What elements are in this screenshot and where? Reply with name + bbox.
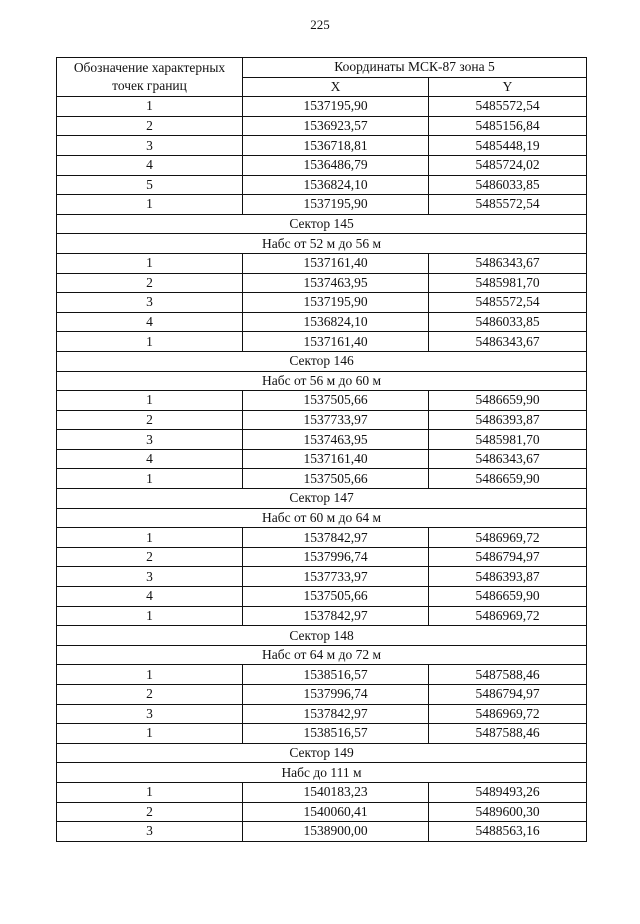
section-row	[57, 626, 587, 646]
y-coordinate-cell: 5485981,70	[429, 430, 587, 450]
point-number-cell: 1	[57, 332, 243, 352]
x-coordinate-cell: 1536718,81	[243, 136, 429, 156]
point-number-cell: 1	[57, 528, 243, 548]
y-coordinate-cell: 5485981,70	[429, 273, 587, 293]
table-row	[57, 273, 587, 293]
y-coordinate-cell: 5489600,30	[429, 802, 587, 822]
section-row	[57, 234, 587, 254]
y-coordinate-cell: 5485448,19	[429, 136, 587, 156]
table-row	[57, 116, 587, 136]
point-number-cell: 2	[57, 116, 243, 136]
table-row	[57, 528, 587, 548]
section-label: Сектор 146	[57, 351, 587, 371]
y-coordinate-cell: 5485572,54	[429, 195, 587, 215]
table-row	[57, 724, 587, 744]
y-coordinate-cell: 5486393,87	[429, 410, 587, 430]
y-coordinate-cell: 5486659,90	[429, 587, 587, 607]
table-row	[57, 293, 587, 313]
y-coordinate-cell: 5486343,67	[429, 332, 587, 352]
y-coordinate-cell: 5485156,84	[429, 116, 587, 136]
point-number-cell: 1	[57, 469, 243, 489]
section-row	[57, 214, 587, 234]
table-row	[57, 567, 587, 587]
point-number-cell: 3	[57, 430, 243, 450]
table-row	[57, 782, 587, 802]
x-coordinate-cell: 1536486,79	[243, 155, 429, 175]
table-row	[57, 822, 587, 842]
y-coordinate-cell: 5486033,85	[429, 175, 587, 195]
point-number-cell: 1	[57, 97, 243, 117]
table-row	[57, 665, 587, 685]
x-coordinate-cell: 1537161,40	[243, 253, 429, 273]
section-row	[57, 743, 587, 763]
y-coordinate-cell: 5486794,97	[429, 547, 587, 567]
section-label: Сектор 145	[57, 214, 587, 234]
y-coordinate-cell: 5487588,46	[429, 724, 587, 744]
section-label: Набс от 52 м до 56 м	[57, 234, 587, 254]
x-coordinate-cell: 1540060,41	[243, 802, 429, 822]
section-label: Набс от 64 м до 72 м	[57, 645, 587, 665]
point-number-cell: 1	[57, 782, 243, 802]
table-row	[57, 155, 587, 175]
x-coordinate-cell: 1537195,90	[243, 293, 429, 313]
point-number-cell: 3	[57, 704, 243, 724]
point-number-cell: 1	[57, 195, 243, 215]
point-number-cell: 3	[57, 293, 243, 313]
y-coordinate-cell: 5486343,67	[429, 253, 587, 273]
x-coordinate-cell: 1536824,10	[243, 175, 429, 195]
table-row	[57, 175, 587, 195]
x-coordinate-cell: 1537505,66	[243, 391, 429, 411]
table-row	[57, 469, 587, 489]
section-row	[57, 645, 587, 665]
point-number-cell: 5	[57, 175, 243, 195]
table-row	[57, 391, 587, 411]
section-label: Набс до 111 м	[57, 763, 587, 783]
point-number-cell: 1	[57, 606, 243, 626]
point-number-cell: 1	[57, 253, 243, 273]
table-row	[57, 312, 587, 332]
section-row	[57, 489, 587, 509]
section-row	[57, 351, 587, 371]
table-row	[57, 195, 587, 215]
table-body	[57, 58, 587, 842]
table-row	[57, 136, 587, 156]
point-number-cell: 2	[57, 685, 243, 705]
point-number-cell: 3	[57, 822, 243, 842]
x-coordinate-cell: 1537996,74	[243, 547, 429, 567]
point-number-cell: 4	[57, 449, 243, 469]
y-column-header: Y	[429, 77, 587, 97]
x-coordinate-cell: 1536824,10	[243, 312, 429, 332]
x-coordinate-cell: 1537161,40	[243, 332, 429, 352]
y-coordinate-cell: 5486343,67	[429, 449, 587, 469]
point-number-cell: 4	[57, 587, 243, 607]
point-number-cell: 3	[57, 567, 243, 587]
point-designation-header-line2: точек границ	[112, 78, 187, 94]
y-coordinate-cell: 5486393,87	[429, 567, 587, 587]
x-coordinate-cell: 1537463,95	[243, 430, 429, 450]
section-label: Набс от 60 м до 64 м	[57, 508, 587, 528]
table-row	[57, 802, 587, 822]
coordinates-system-header: Координаты МСК-87 зона 5	[243, 58, 587, 78]
y-coordinate-cell: 5487588,46	[429, 665, 587, 685]
point-number-cell: 2	[57, 410, 243, 430]
point-number-cell: 4	[57, 155, 243, 175]
x-coordinate-cell: 1537842,97	[243, 704, 429, 724]
x-coordinate-cell: 1538516,57	[243, 724, 429, 744]
point-number-cell: 2	[57, 547, 243, 567]
table-row	[57, 253, 587, 273]
x-coordinate-cell: 1537463,95	[243, 273, 429, 293]
y-coordinate-cell: 5486969,72	[429, 606, 587, 626]
table-row	[57, 606, 587, 626]
point-number-cell: 1	[57, 724, 243, 744]
y-coordinate-cell: 5486033,85	[429, 312, 587, 332]
section-label: Сектор 148	[57, 626, 587, 646]
table-row	[57, 97, 587, 117]
x-coordinate-cell: 1540183,23	[243, 782, 429, 802]
x-coordinate-cell: 1537733,97	[243, 410, 429, 430]
y-coordinate-cell: 5485572,54	[429, 293, 587, 313]
x-coordinate-cell: 1537505,66	[243, 587, 429, 607]
x-coordinate-cell: 1537842,97	[243, 606, 429, 626]
section-label: Сектор 147	[57, 489, 587, 509]
y-coordinate-cell: 5486659,90	[429, 469, 587, 489]
point-number-cell: 1	[57, 391, 243, 411]
y-coordinate-cell: 5485572,54	[429, 97, 587, 117]
point-number-cell: 3	[57, 136, 243, 156]
y-coordinate-cell: 5486969,72	[429, 528, 587, 548]
x-coordinate-cell: 1537996,74	[243, 685, 429, 705]
y-coordinate-cell: 5486659,90	[429, 391, 587, 411]
table-row	[57, 430, 587, 450]
table-row	[57, 587, 587, 607]
x-coordinate-cell: 1537733,97	[243, 567, 429, 587]
x-coordinate-cell: 1537195,90	[243, 97, 429, 117]
table-row	[57, 547, 587, 567]
y-coordinate-cell: 5488563,16	[429, 822, 587, 842]
page-number: 225	[310, 17, 330, 32]
section-label: Набс от 56 м до 60 м	[57, 371, 587, 391]
table-row	[57, 332, 587, 352]
section-row	[57, 371, 587, 391]
point-number-cell: 4	[57, 312, 243, 332]
point-number-cell: 1	[57, 665, 243, 685]
section-label: Сектор 149	[57, 743, 587, 763]
y-coordinate-cell: 5486969,72	[429, 704, 587, 724]
section-row	[57, 763, 587, 783]
point-designation-header-line1: Обозначение характерных	[73, 60, 226, 76]
x-coordinate-cell: 1537505,66	[243, 469, 429, 489]
x-coordinate-cell: 1538516,57	[243, 665, 429, 685]
y-coordinate-cell: 5485724,02	[429, 155, 587, 175]
x-coordinate-cell: 1537161,40	[243, 449, 429, 469]
y-coordinate-cell: 5489493,26	[429, 782, 587, 802]
coordinates-table	[56, 57, 587, 842]
point-number-cell: 2	[57, 273, 243, 293]
point-number-cell: 2	[57, 802, 243, 822]
table-row	[57, 449, 587, 469]
point-designation-header	[57, 58, 243, 97]
x-coordinate-cell: 1537195,90	[243, 195, 429, 215]
x-coordinate-cell: 1537842,97	[243, 528, 429, 548]
x-coordinate-cell: 1536923,57	[243, 116, 429, 136]
y-coordinate-cell: 5486794,97	[429, 685, 587, 705]
table-row	[57, 704, 587, 724]
x-coordinate-cell: 1538900,00	[243, 822, 429, 842]
table-header-row	[57, 58, 587, 78]
x-column-header: X	[243, 77, 429, 97]
section-row	[57, 508, 587, 528]
table-row	[57, 410, 587, 430]
table-row	[57, 685, 587, 705]
